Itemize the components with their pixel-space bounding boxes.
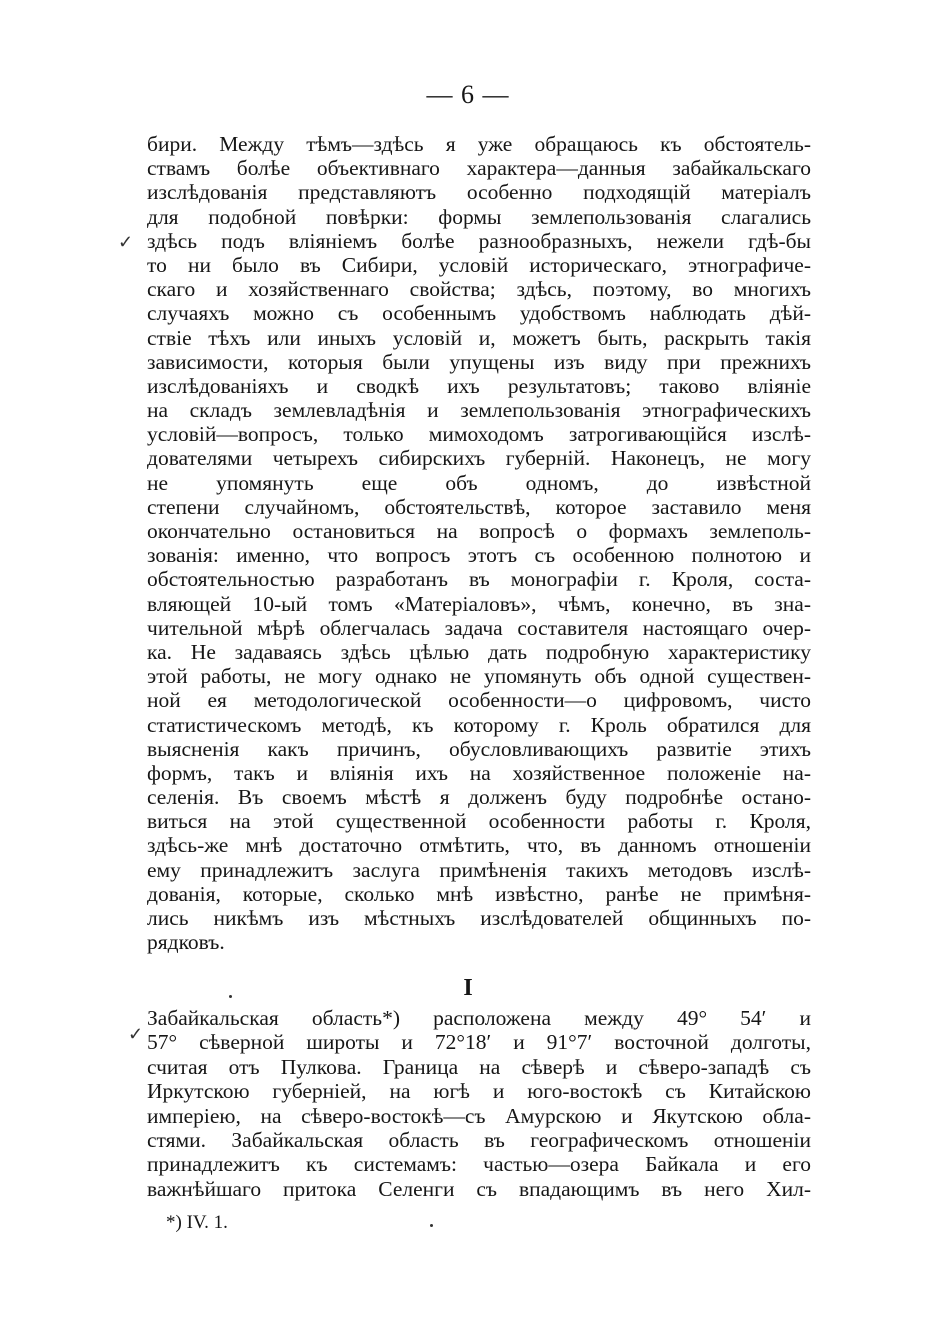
text-line: вляющей 10-ый томъ «Матеріаловъ», чѣмъ, конечно, въ зна- bbox=[147, 591, 811, 616]
text-line: важнѣйшаго притока Селенги съ впадающимъ въ него Хил- bbox=[147, 1176, 811, 1201]
body-text-section-one bbox=[147, 1006, 811, 1201]
speck bbox=[430, 1224, 433, 1227]
text-line: скаго и хозяйственнаго свойства; здѣсь, поэтому, во многихъ bbox=[147, 277, 811, 302]
text-line: рядковъ. bbox=[147, 930, 225, 955]
text-line: то ни было въ Сибири, условій историческаго, этнографиче- bbox=[147, 252, 811, 277]
text-line: дованія, которые, сколько мнѣ извѣстно, ранѣе не примѣня- bbox=[147, 881, 811, 906]
section-heading: I bbox=[463, 975, 473, 1001]
text-line: ка. Не задаваясь здѣсь цѣлью дать подробную характеристику bbox=[147, 639, 811, 664]
text-line: окончательно остановиться на вопросѣ о формахъ землеполь- bbox=[147, 519, 811, 543]
text-line: статистическомъ методѣ, къ которому г. Кроль обратился для bbox=[147, 712, 811, 737]
text-line: изслѣдованіяхъ и сводкѣ ихъ результатовъ; таково вліяніе bbox=[147, 373, 811, 398]
text-line: 57° сѣверной широты и 72°18′ и 91°7′ восточной долготы, bbox=[147, 1030, 811, 1055]
text-line: селенія. Въ своемъ мѣстѣ я долженъ буду подробнѣе остано- bbox=[147, 785, 811, 810]
text-line: изслѣдованія представляютъ особенно подходящій матеріалъ bbox=[147, 180, 811, 205]
text-line: зависимости, которыя были упущены изъ виду при прежнихъ bbox=[147, 349, 811, 374]
footnote: *) IV. 1. bbox=[166, 1212, 228, 1233]
text-line: имперіею, на сѣверо-востокѣ—съ Амурскою и Якутскою обла- bbox=[147, 1103, 811, 1128]
text-line: зованія: именно, что вопросъ этотъ съ особенною полнотою и bbox=[147, 543, 811, 568]
text-line: условій—вопросъ, только мимоходомъ затрогивающійся изслѣ- bbox=[147, 422, 811, 447]
text-line: чительной мѣрѣ облегчалась задача составителя настоящаго очер- bbox=[147, 615, 811, 640]
text-line: считая отъ Пулкова. Граница на сѣверѣ и сѣверо-западѣ съ bbox=[147, 1054, 811, 1079]
text-line: здѣсь-же мнѣ достаточно отмѣтить, что, въ данномъ отношеніи bbox=[147, 833, 811, 858]
page-number: — 6 — bbox=[426, 80, 510, 109]
text-line: случаяхъ можно съ особеннымъ удобствомъ наблюдать дѣй- bbox=[147, 301, 811, 326]
text-line: выясненія какъ причинъ, обусловливающихъ развитіе этихъ bbox=[147, 736, 811, 761]
text-line: формъ, такъ и вліянія ихъ на хозяйственное положеніе на- bbox=[147, 760, 811, 785]
text-line: для подобной повѣрки: формы землепользованія слагались bbox=[147, 204, 811, 229]
text-line: этой работы, не могу однако не упомянуть объ одной существен- bbox=[147, 664, 811, 689]
text-line: на складъ землевладѣнія и землепользованія этнографическихъ bbox=[147, 398, 811, 423]
text-line: бири. Между тѣмъ—здѣсь я уже обращаюсь къ обстоятель- bbox=[147, 132, 811, 156]
speck bbox=[229, 995, 232, 998]
body-text-continued bbox=[147, 132, 811, 954]
margin-check-mark: ✓ bbox=[118, 232, 134, 252]
text-line: лись никѣмъ изъ мѣстныхъ изслѣдователей общинныхъ по- bbox=[147, 906, 811, 930]
text-line: виться на этой существенной особенности работы г. Кроля, bbox=[147, 809, 811, 834]
text-line: степени случайномъ, обстоятельствѣ, которое заставило меня bbox=[147, 494, 811, 519]
text-line: принадлежитъ къ системамъ: частью—озера Байкала и его bbox=[147, 1152, 811, 1177]
text-line: ствамъ болѣе объективнаго характера—данныя забайкальскаго bbox=[147, 156, 811, 181]
text-line: дователями четырехъ сибирскихъ губерній. Наконецъ, не могу bbox=[147, 446, 811, 471]
text-line: здѣсь подъ вліяніемъ болѣе разнообразныхъ, нежели гдѣ-бы bbox=[147, 228, 811, 253]
text-line: обстоятельностью разработанъ въ монографіи г. Кроля, соста- bbox=[147, 567, 811, 592]
margin-check-mark: ✓ bbox=[128, 1024, 144, 1044]
text-line: Забайкальская область*) расположена между 49° 54′ и bbox=[147, 1006, 811, 1030]
text-line: не упомянуть еще объ одномъ, до извѣстной bbox=[147, 470, 811, 495]
text-line: ему принадлежитъ заслуга примѣненія такихъ методовъ изслѣ- bbox=[147, 857, 811, 882]
text-line: Иркутскою губерніей, на югѣ и юго-востокѣ съ Китайскою bbox=[147, 1079, 811, 1104]
text-line: ствіе тѣхъ или иныхъ условій и, можетъ быть, раскрыть такія bbox=[147, 325, 811, 350]
text-line: ной ея методологической особенности—о цифровомъ, чисто bbox=[147, 688, 811, 713]
text-line: стями. Забайкальская область въ географическомъ отношеніи bbox=[147, 1127, 811, 1152]
